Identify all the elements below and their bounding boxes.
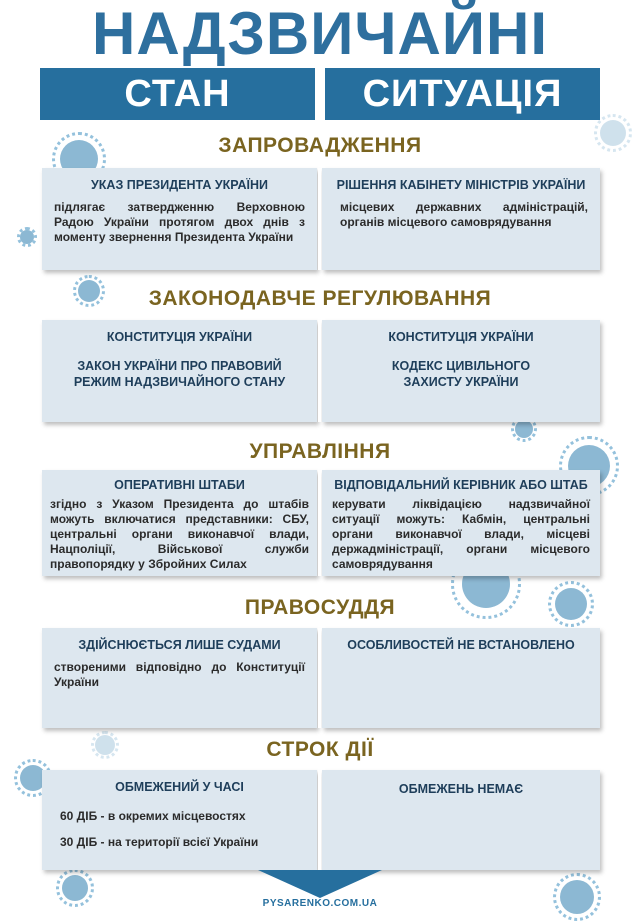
card-text: підлягає затвердженню Верховною Радою України протягом двох днів з моменту звернення Президента України <box>54 200 305 244</box>
card-text: КОДЕКС ЦИВІЛЬНОГО ЗАХИСТУ УКРАЇНИ <box>391 359 531 389</box>
card-heading: ОБМЕЖЕНЬ НЕМАЄ <box>398 782 524 796</box>
term-situation-card <box>322 770 600 870</box>
card-heading: РІШЕННЯ КАБІНЕТУ МІНІСТРІВ УКРАЇНИ <box>336 178 586 192</box>
card-text: керувати ліквідацією надзвичайної ситуації можуть: Кабмін, центральні органи виконавчої влади, місцеві держадміністрації, органи місцевого самоврядування <box>332 497 590 571</box>
card-heading: КОНСТИТУЦІЯ УКРАЇНИ <box>106 330 253 344</box>
term-line-national: 30 ДІБ - на території всієї України <box>60 835 259 849</box>
card-heading: УКАЗ ПРЕЗИДЕНТА УКРАЇНИ <box>91 178 268 192</box>
section-title-justice: ПРАВОСУДДЯ <box>244 596 396 619</box>
term-state-card <box>42 770 317 870</box>
card-heading: ОБМЕЖЕНИЙ У ЧАСІ <box>115 780 244 794</box>
section-title-term: СТРОК ДІЇ <box>266 738 374 761</box>
card-heading: ВІДПОВІДАЛЬНИЙ КЕРІВНИК АБО ШТАБ <box>334 478 588 492</box>
virus-decoration-icon <box>20 230 34 244</box>
justice-situation-card <box>322 628 600 728</box>
card-text: згідно з Указом Президента до штабів можуть включатися представники: СБУ, центральні органи виконавчої влади, Нацполіції, Військової служби правопорядку у Збройних Силах <box>50 497 309 571</box>
card-text: створеними відповідно до Конституції України <box>54 660 305 689</box>
column-header-state: СТАН <box>40 68 315 120</box>
section-title-management: УПРАВЛІННЯ <box>249 440 391 463</box>
column-divider <box>318 168 321 270</box>
introduction-situation-card <box>322 168 600 270</box>
column-divider <box>318 770 321 870</box>
virus-decoration-icon <box>515 420 533 438</box>
footer-website[interactable]: PYSARENKO.COM.UA <box>262 898 378 909</box>
card-text: місцевих державних адміністрацій, органів місцевого самоврядування <box>340 200 588 229</box>
justice-state-card <box>42 628 317 728</box>
management-situation-card <box>322 470 600 576</box>
introduction-state-card <box>42 168 317 270</box>
page-title: НАДЗВИЧАЙНІ <box>91 0 549 67</box>
card-heading: ЗДІЙСНЮЄТЬСЯ ЛИШЕ СУДАМИ <box>78 638 281 652</box>
column-divider <box>318 628 321 728</box>
card-heading: ОПЕРАТИВНІ ШТАБИ <box>114 478 245 492</box>
column-divider <box>318 470 321 576</box>
term-line-local: 60 ДІБ - в окремих місцевостях <box>60 809 246 823</box>
legislation-situation-card <box>322 320 600 422</box>
column-header-situation: СИТУАЦІЯ <box>325 68 600 120</box>
card-heading: ОСОБЛИВОСТЕЙ НЕ ВСТАНОВЛЕНО <box>347 638 575 652</box>
column-divider <box>318 320 321 422</box>
management-state-card <box>42 470 317 576</box>
footer-arrow-icon <box>258 870 382 898</box>
legislation-state-card <box>42 320 317 422</box>
section-title-introduction: ЗАПРОВАДЖЕННЯ <box>218 134 422 157</box>
card-text: ЗАКОН УКРАЇНИ ПРО ПРАВОВИЙ РЕЖИМ НАДЗВИЧАЙНОГО СТАНУ <box>73 359 286 389</box>
section-title-legislation: ЗАКОНОДАВЧЕ РЕГУЛЮВАННЯ <box>148 287 492 310</box>
card-heading: КОНСТИТУЦІЯ УКРАЇНИ <box>388 330 534 344</box>
